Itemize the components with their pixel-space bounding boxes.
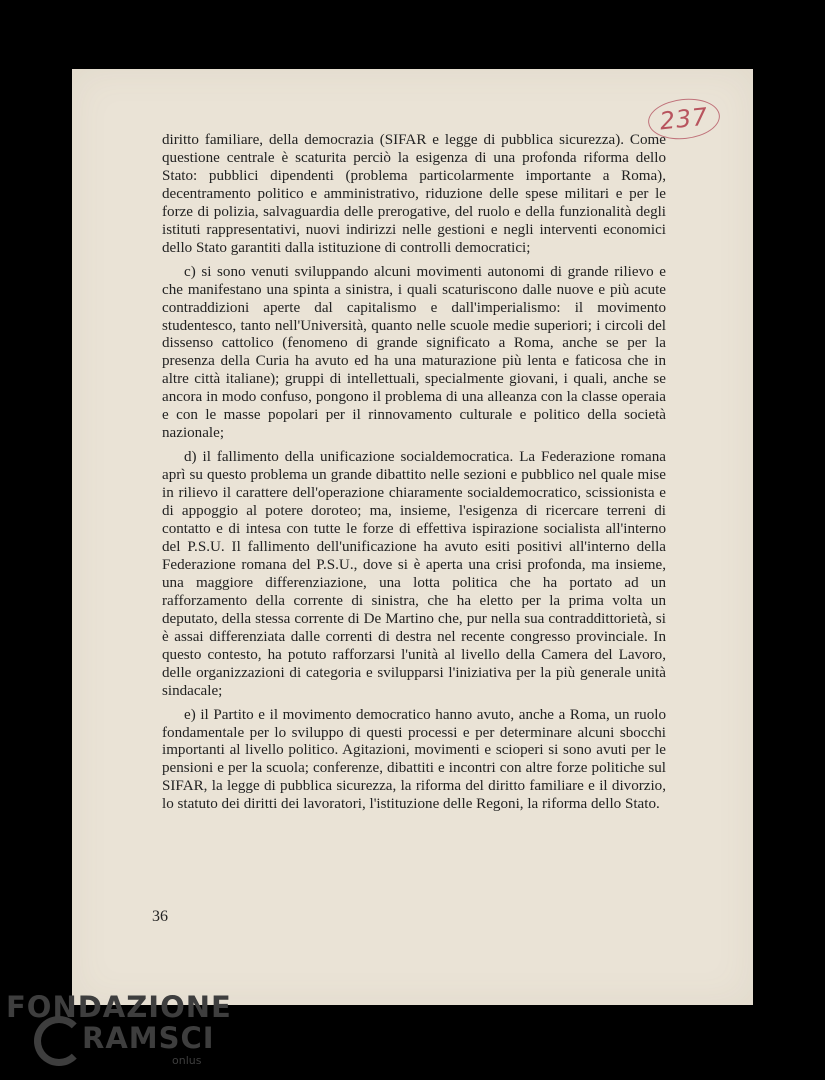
watermark-line1: FONDAZIONE — [6, 990, 232, 1024]
watermark-line2: RAMSCI — [82, 1021, 215, 1055]
g-logo-icon — [34, 1016, 84, 1066]
paragraph-continuation: diritto familiare, della democrazia (SIFAR e legge di pubblica sicurezza). Come questione centrale è scaturita perciò la esigenza di una profonda riforma dello Stato: pubblici dipendenti (problema particolarmente importante a Roma), decentramento politico e amministrativo, riduzione delle spese militari e per le forze di polizia, salvaguardia delle prerogative, del ruolo e della funzionalità degli istituti rappresentativi, nuovi indirizzi nelle gestioni e negli interventi economici dello Stato garantiti dalla istituzione di controlli democratici; — [162, 132, 666, 256]
document-page — [72, 69, 753, 1005]
archive-number-stamp: 237 — [646, 95, 722, 142]
body-text — [162, 132, 666, 814]
page-number: 36 — [152, 908, 168, 925]
fondazione-gramsci-watermark — [6, 990, 236, 1070]
paragraph-c: c) si sono venuti sviluppando alcuni movimenti autonomi di grande rilievo e che manifestano una spinta a sinistra, i quali scaturiscono dalle nuove e più acute contraddizioni aperte dal capitalismo e dall'imperialismo: il movimento studentesco, tanto nell'Università, quanto nelle scuole medie superiori; i circoli del dissenso cattolico (fenomeno di grande significato a Roma, anche se per la presenza della Curia ha avuto ed ha una maturazione più lenta e faticosa che in altre città italiane); gruppi di intellettuali, specialmente giovani, i quali, anche se ancora in modo confuso, pongono il problema di una alleanza con la classe operaia e con le masse popolari per il rinnovamento culturale e politico della società nazionale; — [162, 263, 666, 442]
watermark-onlus: onlus — [172, 1054, 202, 1067]
paragraph-d: d) il fallimento della unificazione socialdemocratica. La Federazione romana aprì su questo problema un grande dibattito nelle sezioni e pubblico nel quale mise in rilievo il carattere dell'operazione chiaramente socialdemocratico, scissionista e di appoggio al potere doroteo; ma, insieme, l'esigenza di ricercare terreni di contatto e di intesa con tutte le forze di effettiva ispirazione socialista all'interno del P.S.U. Il fallimento dell'unificazione ha avuto esiti positivi all'interno della Federazione romana del P.S.U., dove si è aperta una crisi profonda, ma insieme, una maggiore differenziazione, una lotta politica che ha portato ad un rafforzamento della corrente di sinistra, che ha eletto per la prima volta un deputato, della stessa corrente di De Martino che, pur nella sua contraddittorietà, si è assai differenziata dalle correnti di destra nel recente congresso provinciale. In questo contesto, ha potuto rafforzarsi l'unità al livello della Camera del Lavoro, delle organizzazioni di categoria e svilupparsi l'iniziativa per la più generale unità sindacale; — [162, 449, 666, 699]
paragraph-e: e) il Partito e il movimento democratico hanno avuto, anche a Roma, un ruolo fondamentale per lo sviluppo di questi processi e per determinare alcuni sbocchi importanti al livello politico. Agitazioni, movimenti e scioperi si sono avuti per le pensioni e per la scuola; conferenze, dibattiti e incontri con altre forze politiche sul SIFAR, la legge di pubblica sicurezza, la riforma del diritto familiare e il divorzio, lo statuto dei diritti dei lavoratori, l'istituzione delle Regoni, la riforma dello Stato. — [162, 706, 666, 813]
